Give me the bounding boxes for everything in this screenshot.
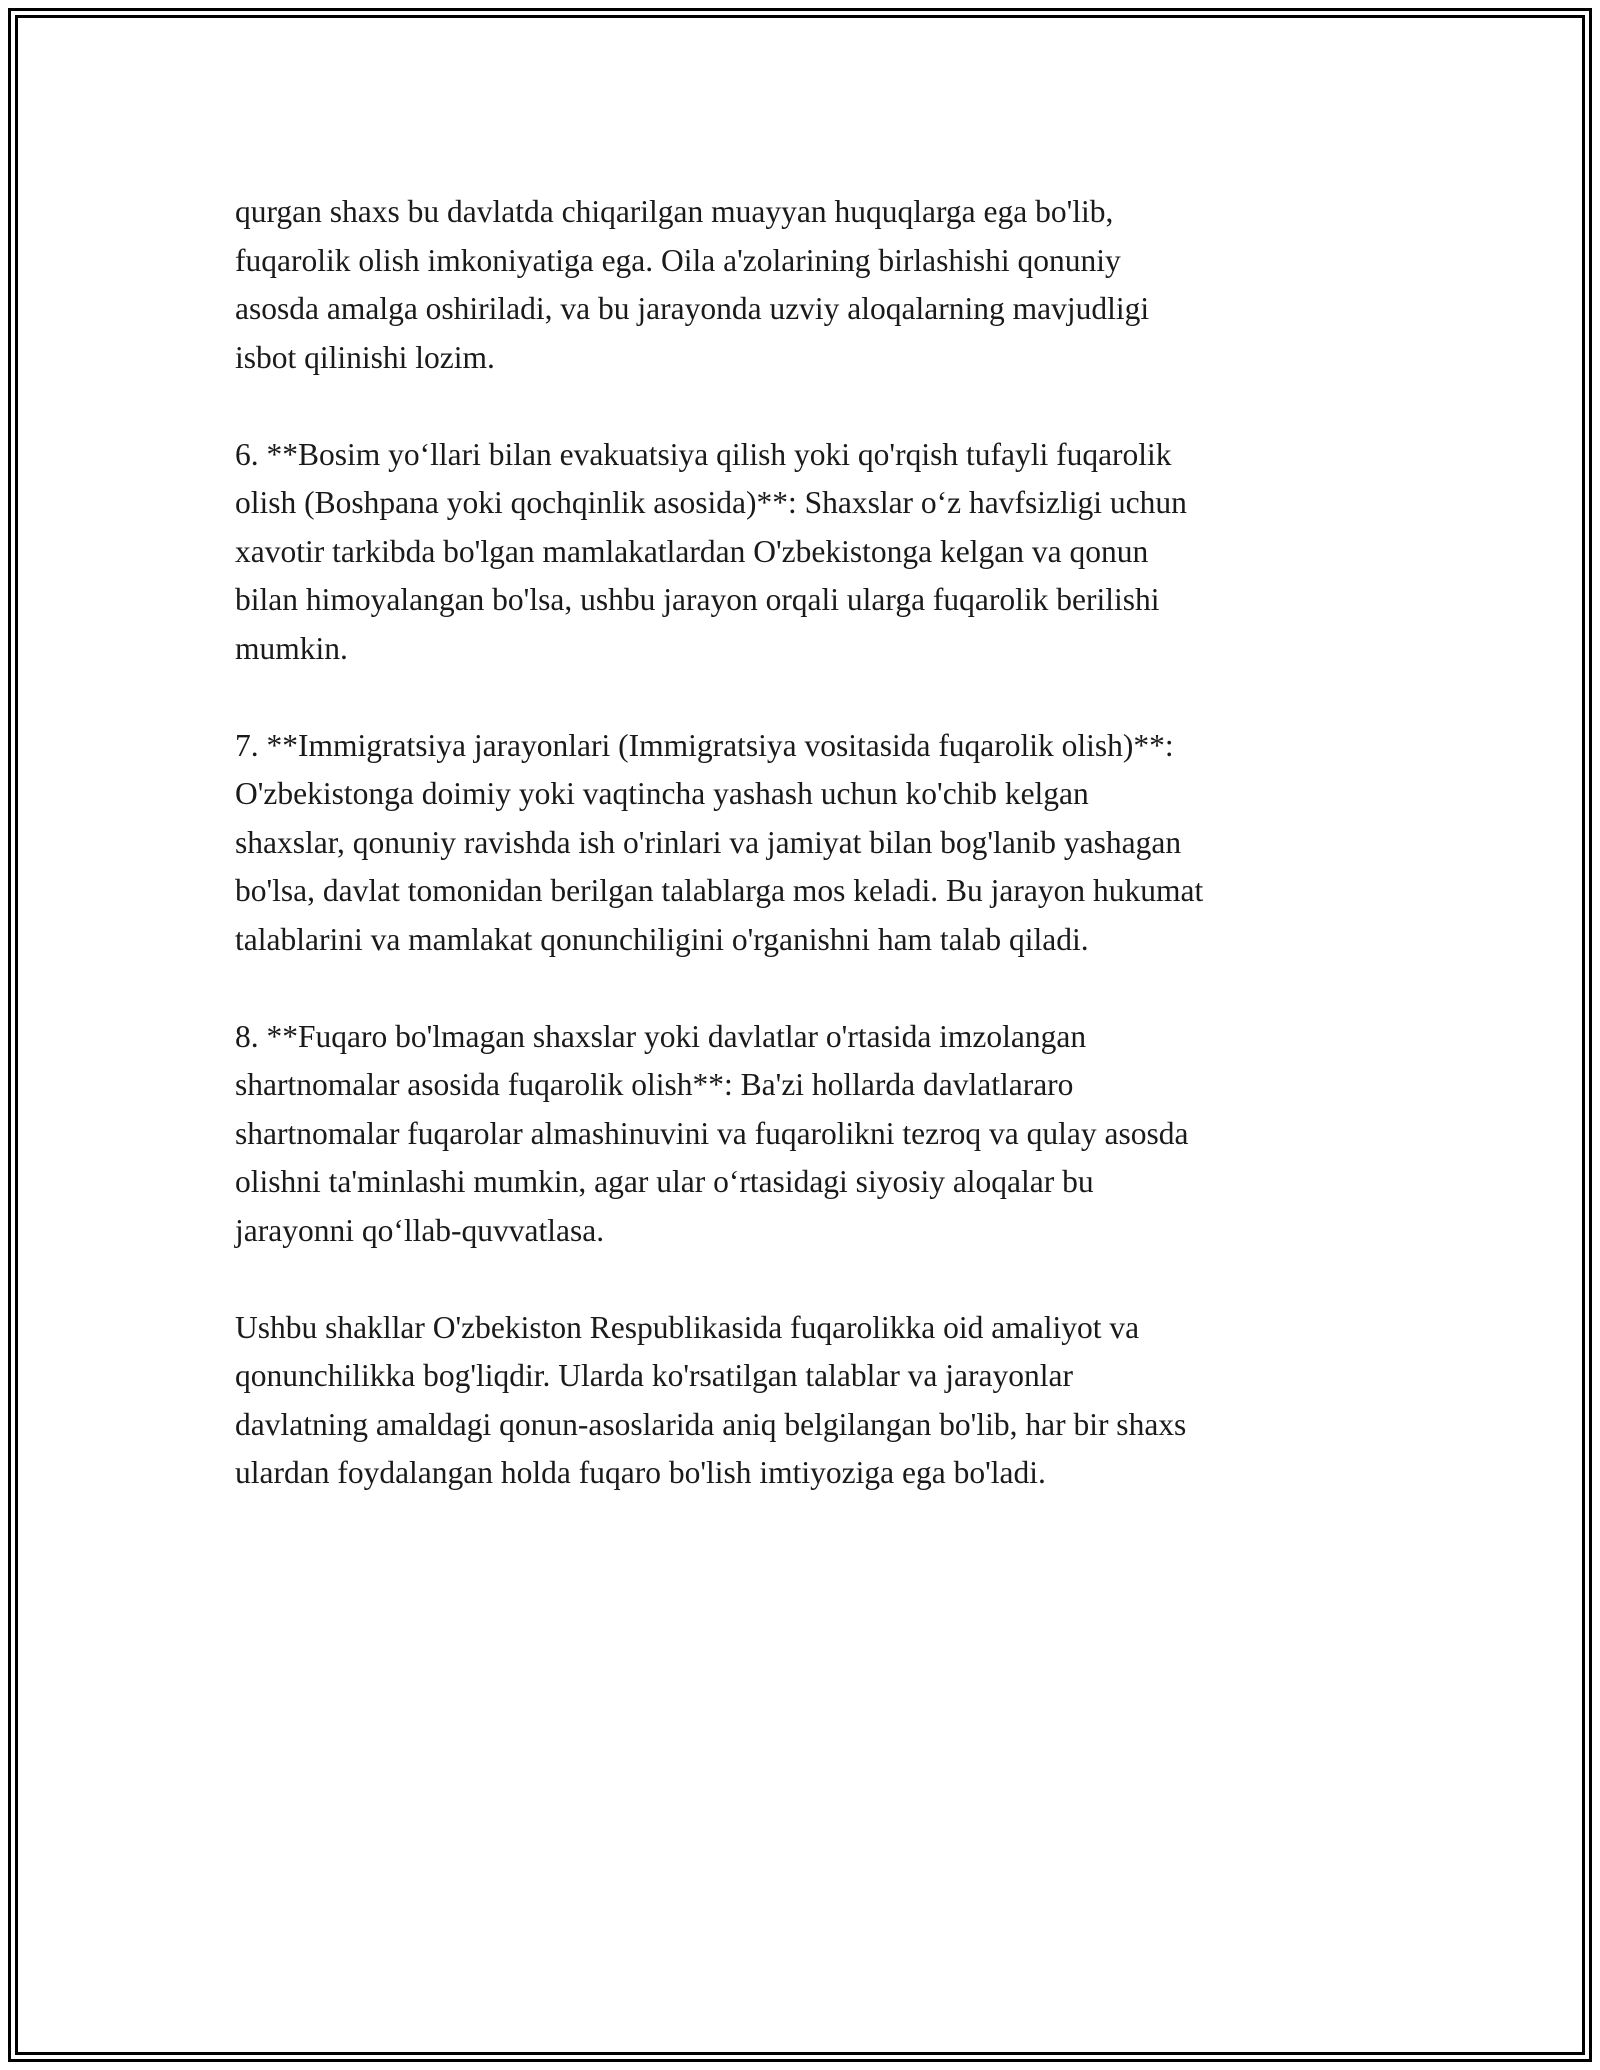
text-line: davlatning amaldagi qonun-asoslarida aniq belgilangan bo'lib, har bir shaxs [235, 1406, 1187, 1442]
text-line: olish (Boshpana yoki qochqinlik asosida)**: Shaxslar o‘z havfsizligi uchun [235, 485, 1187, 520]
paragraph-item-7 [235, 722, 1395, 965]
text-line: qonunchilikka bog'liqdir. Ularda ko'rsatilgan talablar va jarayonlar [235, 1358, 1073, 1393]
paragraph-continuation [235, 188, 1395, 382]
paragraph-item-8 [235, 1013, 1395, 1256]
text-line: shartnomalar asosida fuqarolik olish**: Ba'zi hollarda davlatlararo [235, 1067, 1074, 1102]
text-line: jarayonni qo‘llab-quvvatlasa. [235, 1212, 605, 1248]
text-line: shartnomalar fuqarolar almashinuvini va fuqarolikni tezroq va qulay asosda [235, 1115, 1189, 1151]
text-line: fuqarolik olish imkoniyatiga ega. Oila a'zolarining birlashishi qonuniy [235, 242, 1121, 278]
text-line: qurgan shaxs bu davlatda chiqarilgan muayyan huquqlarga ega bo'lib, [235, 194, 1114, 229]
text-line: O'zbekistonga doimiy yoki vaqtincha yashash uchun ko'chib kelgan [235, 776, 1089, 811]
text-line: ulardan foydalangan holda fuqaro bo'lish imtiyoziga ega bo'ladi. [235, 1455, 1046, 1490]
text-line: mumkin. [235, 630, 348, 666]
text-line: talablarini va mamlakat qonunchiligini o'rganishni ham talab qiladi. [235, 921, 1089, 957]
text-line: bilan himoyalangan bo'lsa, ushbu jarayon orqali ularga fuqarolik berilishi [235, 582, 1160, 617]
text-line: olishni ta'minlashi mumkin, agar ular o‘rtasidagi siyosiy aloqalar bu [235, 1164, 1094, 1199]
document-body [235, 188, 1395, 1546]
text-line: bo'lsa, davlat tomonidan berilgan talablarga mos keladi. Bu jarayon hukumat [235, 873, 1204, 908]
text-line: shaxslar, qonuniy ravishda ish o'rinlari va jamiyat bilan bog'lanib yashagan [235, 824, 1182, 860]
text-line: 8. **Fuqaro bo'lmagan shaxslar yoki davlatlar o'rtasida imzolangan [235, 1018, 1087, 1054]
text-line: asosda amalga oshiriladi, va bu jarayonda uzviy aloqalarning mavjudligi [235, 291, 1150, 326]
text-line: xavotir tarkibda bo'lgan mamlakatlardan O'zbekistonga kelgan va qonun [235, 533, 1149, 569]
text-line: 7. **Immigratsiya jarayonlari (Immigratsiya vositasida fuqarolik olish)**: [235, 727, 1174, 763]
paragraph-item-6 [235, 431, 1395, 674]
paragraph-conclusion [235, 1304, 1395, 1498]
text-line: 6. **Bosim yo‘llari bilan evakuatsiya qilish yoki qo'rqish tufayli fuqarolik [235, 436, 1172, 472]
text-line: isbot qilinishi lozim. [235, 339, 495, 375]
text-line: Ushbu shakllar O'zbekiston Respublikasida fuqarolikka oid amaliyot va [235, 1309, 1140, 1345]
